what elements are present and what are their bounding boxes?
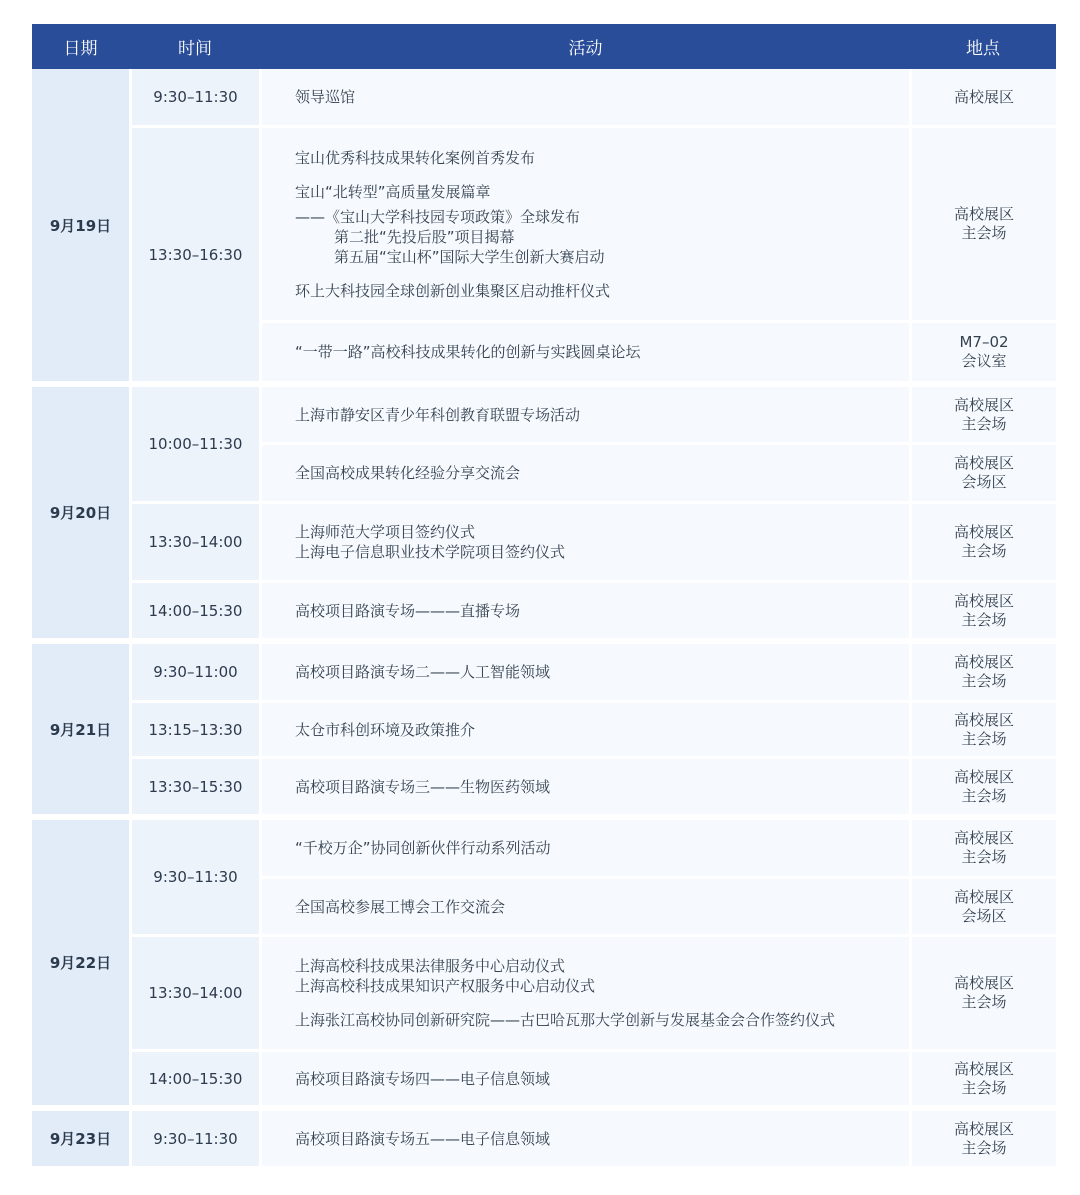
activity-line: 上海电子信息职业技术学院项目签约仪式 [295, 543, 566, 561]
activity-lines [295, 522, 565, 562]
activity-cell [262, 504, 909, 580]
activity-line: ——《宝山大学科技园专项政策》全球发布 [295, 207, 581, 226]
activity-cell [262, 445, 909, 501]
activity-lines [295, 777, 550, 797]
location-line: 会场区 [961, 473, 1007, 491]
activity-cell [262, 69, 909, 125]
location-lines [954, 396, 1014, 434]
activity-cell [262, 879, 909, 934]
activity-lines [295, 720, 475, 740]
location-line: 主会场 [961, 1138, 1007, 1157]
location-line: 高校展区 [953, 767, 1014, 786]
activity-line: 环上大科技园全球创新创业集聚区启动推杆仪式 [295, 281, 611, 300]
location-line: 主会场 [961, 610, 1007, 629]
date-cell [32, 820, 129, 1105]
activity-line: 上海张江高校协同创新研究院——古巴哈瓦那大学创新与发展基金会合作签约仪式 [295, 1011, 836, 1029]
date-cell [32, 69, 129, 381]
location-line: 高校展区 [953, 87, 1014, 106]
location-lines [954, 653, 1014, 691]
location-line: 主会场 [961, 786, 1007, 805]
activity-line: “千校万企”协同创新伙伴行动系列活动 [295, 839, 551, 857]
location-cell [912, 323, 1056, 381]
activity-line: 高校项目路演专场五——电子信息领域 [295, 1129, 551, 1148]
time-label: 13:30–15:30 [148, 777, 243, 796]
location-line: 高校展区 [953, 1119, 1014, 1138]
activity-cell [262, 387, 909, 442]
location-lines [954, 454, 1014, 492]
time-label: 9:30–11:30 [153, 88, 238, 106]
activity-cell [262, 703, 909, 756]
schedule-table [32, 24, 1056, 1166]
activity-lines [295, 897, 505, 917]
activity-cell [262, 937, 909, 1049]
activity-line: 领导巡馆 [295, 88, 356, 106]
time-label: 14:00–15:30 [148, 1069, 243, 1088]
activity-line: 上海高校科技成果法律服务中心启动仪式 [295, 957, 566, 975]
location-line: 高校展区 [953, 591, 1014, 610]
activity-cell [262, 1111, 909, 1166]
location-line: 高校展区 [953, 653, 1014, 671]
location-line: 高校展区 [953, 829, 1014, 847]
location-line: 高校展区 [953, 1059, 1014, 1078]
activity-line: 第五届“宝山杯”国际大学生创新大赛启动 [334, 247, 605, 266]
date-label: 9月23日 [49, 1130, 112, 1148]
activity-lines [295, 1129, 550, 1149]
location-line: 主会场 [961, 672, 1007, 690]
location-line: 主会场 [961, 224, 1007, 242]
location-lines [954, 974, 1014, 1012]
activity-cell [262, 1052, 909, 1105]
time-cell [132, 703, 259, 756]
date-label: 9月20日 [49, 504, 112, 522]
activity-line: 全国高校成果转化经验分享交流会 [295, 464, 521, 482]
activity-line: 上海高校科技成果知识产权服务中心启动仪式 [295, 977, 596, 995]
location-line: 会场区 [961, 906, 1007, 925]
location-cell [912, 128, 1056, 320]
location-cell [912, 644, 1056, 700]
location-cell [912, 879, 1056, 934]
time-label: 13:30–14:00 [148, 984, 243, 1002]
activity-lines [295, 956, 835, 1030]
date-cell [32, 387, 129, 638]
activity-cell [262, 759, 909, 814]
location-lines [954, 88, 1014, 107]
location-line: 主会场 [961, 729, 1007, 748]
location-line: 主会场 [961, 993, 1007, 1011]
location-line: 会议室 [961, 352, 1007, 370]
activity-lines [295, 87, 355, 107]
location-line: 主会场 [961, 414, 1007, 433]
time-label: 13:30–16:30 [148, 245, 243, 264]
time-cell [132, 1052, 259, 1105]
activity-cell [262, 820, 909, 876]
time-cell [132, 69, 259, 125]
location-line: 主会场 [961, 848, 1007, 866]
activity-line: 太仓市科创环境及政策推介 [295, 720, 476, 739]
time-cell [132, 759, 259, 814]
location-line: 高校展区 [953, 205, 1014, 223]
date-cell [32, 644, 129, 814]
activity-cell [262, 323, 909, 381]
date-label: 9月19日 [49, 216, 112, 235]
location-cell [912, 69, 1056, 125]
activity-line: 上海市静安区青少年科创教育联盟专场活动 [295, 405, 581, 424]
location-cell [912, 1052, 1056, 1105]
date-label: 9月22日 [49, 954, 112, 972]
time-cell [132, 504, 259, 580]
location-cell [912, 583, 1056, 638]
location-cell [912, 820, 1056, 876]
activity-line: 高校项目路演专场四——电子信息领域 [295, 1069, 551, 1088]
activity-cell [262, 644, 909, 700]
time-label: 9:30–11:30 [153, 868, 238, 886]
time-label: 14:00–15:30 [148, 601, 243, 620]
activity-line: 第二批“先投后股”项目揭幕 [334, 227, 515, 246]
location-lines [954, 1060, 1014, 1098]
activity-lines [295, 1069, 550, 1089]
activity-line: 上海师范大学项目签约仪式 [295, 523, 476, 541]
location-line: 高校展区 [953, 523, 1014, 541]
activity-line: “一带一路”高校科技成果转化的创新与实践圆桌论坛 [295, 343, 641, 361]
activity-line: 高校项目路演专场———直播专场 [295, 601, 521, 620]
location-line: 主会场 [961, 542, 1007, 560]
time-label: 9:30–11:00 [153, 663, 238, 681]
activity-lines [295, 342, 641, 362]
time-cell [132, 387, 259, 501]
activity-line: 高校项目路演专场三——生物医药领域 [295, 777, 551, 796]
activity-lines [295, 662, 550, 682]
activity-cell [262, 583, 909, 638]
time-label: 10:00–11:30 [148, 435, 243, 453]
header-activity: 活动 [261, 24, 910, 69]
header-location: 地点 [910, 24, 1056, 69]
time-cell [132, 583, 259, 638]
location-line: 高校展区 [953, 887, 1014, 906]
time-cell [132, 820, 259, 934]
location-cell [912, 1111, 1056, 1166]
activity-line: 全国高校参展工博会工作交流会 [295, 897, 506, 916]
location-line: M7–02 [959, 333, 1009, 351]
activity-line: 高校项目路演专场二——人工智能领域 [295, 663, 551, 681]
location-cell [912, 937, 1056, 1049]
location-line: 高校展区 [953, 395, 1014, 414]
location-cell [912, 703, 1056, 756]
time-cell [132, 937, 259, 1049]
date-label: 9月21日 [49, 720, 112, 739]
activity-line: 宝山优秀科技成果转化案例首秀发布 [295, 148, 536, 167]
location-lines [954, 592, 1014, 630]
location-cell [912, 387, 1056, 442]
activity-lines [295, 838, 551, 858]
location-lines [954, 205, 1014, 243]
date-cell [32, 1111, 129, 1166]
location-line: 高校展区 [953, 710, 1014, 729]
header-time: 时间 [129, 24, 261, 69]
activity-lines [295, 405, 580, 425]
time-cell [132, 1111, 259, 1166]
activity-lines [295, 463, 520, 483]
activity-lines [295, 601, 520, 621]
time-label: 13:15–13:30 [148, 720, 243, 739]
location-lines [954, 888, 1014, 926]
activity-cell [262, 128, 909, 320]
time-cell [132, 128, 259, 381]
location-line: 主会场 [961, 1078, 1007, 1097]
header-date: 日期 [32, 24, 129, 69]
time-label: 13:30–14:00 [148, 533, 243, 551]
location-cell [912, 504, 1056, 580]
location-line: 高校展区 [953, 974, 1014, 992]
location-lines [959, 333, 1008, 371]
time-cell [132, 644, 259, 700]
activity-lines [295, 148, 610, 301]
location-lines [954, 768, 1014, 806]
location-cell [912, 759, 1056, 814]
location-lines [954, 711, 1014, 749]
time-label: 9:30–11:30 [153, 1129, 238, 1148]
location-lines [954, 523, 1014, 561]
location-line: 高校展区 [953, 454, 1014, 472]
location-lines [954, 829, 1014, 867]
activity-line: 宝山“北转型”高质量发展篇章 [295, 182, 491, 201]
location-cell [912, 445, 1056, 501]
location-lines [954, 1120, 1014, 1158]
